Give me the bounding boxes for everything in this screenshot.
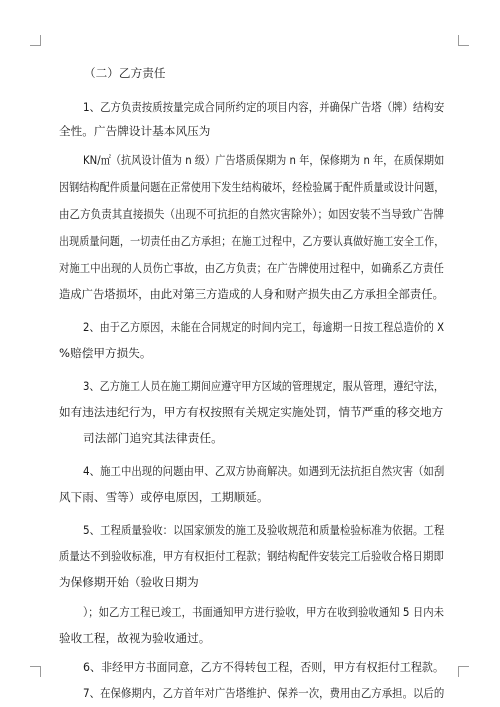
section-heading: （二）乙方责任: [84, 66, 166, 80]
text-line: 司法部门追究其法律责任。: [83, 431, 223, 445]
text-line: 因钢结构配件质量问题在正常使用下发生结构破坏，经检验属于配件质量或设计问题，: [59, 180, 445, 194]
text-line: 7、在保修期内，乙方首年对广告塔维护、保养一次，费用由乙方承担。以后的: [83, 686, 445, 700]
text-line: 5、工程质量验收：以国家颁发的施工及验收规范和质量检验标准为依据。工程: [83, 523, 445, 537]
text-line: 风下雨、雪等）或停电原因，工期顺延。: [59, 490, 269, 504]
text-line: 1、乙方负责按质按量完成合同所约定的项目内容，并确保广告塔（牌）结构安: [83, 100, 445, 114]
text-line: 2、由于乙方原因，未能在合同规定的时间内完工，每逾期一日按工程总造价的 X: [83, 320, 445, 334]
text-line: 如有违法违纪行为，甲方有权按照有关规定实施处罚，情节严重的移交地方: [59, 405, 444, 419]
text-line: 全性。广告牌设计基本风压为: [59, 124, 211, 138]
text-line: 4、施工中出现的问题由甲、乙双方协商解决。如遇到无法抗拒自然灾害（如刮: [83, 464, 445, 478]
text-line: 为保修期开始（验收日期为: [59, 575, 199, 589]
text-line: 3、乙方施工人员在施工期间应遵守甲方区域的管理规定，服从管理，遵纪守法，: [83, 379, 444, 393]
text-line: %赔偿甲方损失。: [59, 346, 152, 360]
text-line: 由乙方负责其直接损失（出现不可抗拒的自然灾害除外）；如因安装不当导致广告牌: [59, 207, 445, 221]
text-line: 验收工程，故视为验收通过。: [59, 631, 211, 645]
text-line: 造成广告塔损坏，由此对第三方造成的人身和财产损失由乙方承担全部责任。: [59, 287, 444, 301]
text-line: 质量达不到验收标准，甲方有权拒付工程款；钢结构配件安装完工后验收合格日期即: [59, 549, 444, 563]
text-line: KN/㎡（抗风设计值为 n 级）广告塔质保期为 n 年，保修期为 n 年，在质保期如: [83, 153, 445, 167]
text-line: 出现质量问题，一切责任由乙方承担；在施工过程中，乙方要认真做好施工安全工作，: [59, 234, 445, 248]
text-line: ）；如乙方工程已竣工，书面通知甲方进行验收，甲方在收到验收通知 5 日内未: [83, 605, 445, 619]
text-line: 对施工中出现的人员伤亡事故，由乙方负责；在广告牌使用过程中，如确系乙方责任: [59, 261, 444, 275]
text-line: 6、非经甲方书面同意，乙方不得转包工程，否则，甲方有权拒付工程款。: [83, 660, 445, 674]
